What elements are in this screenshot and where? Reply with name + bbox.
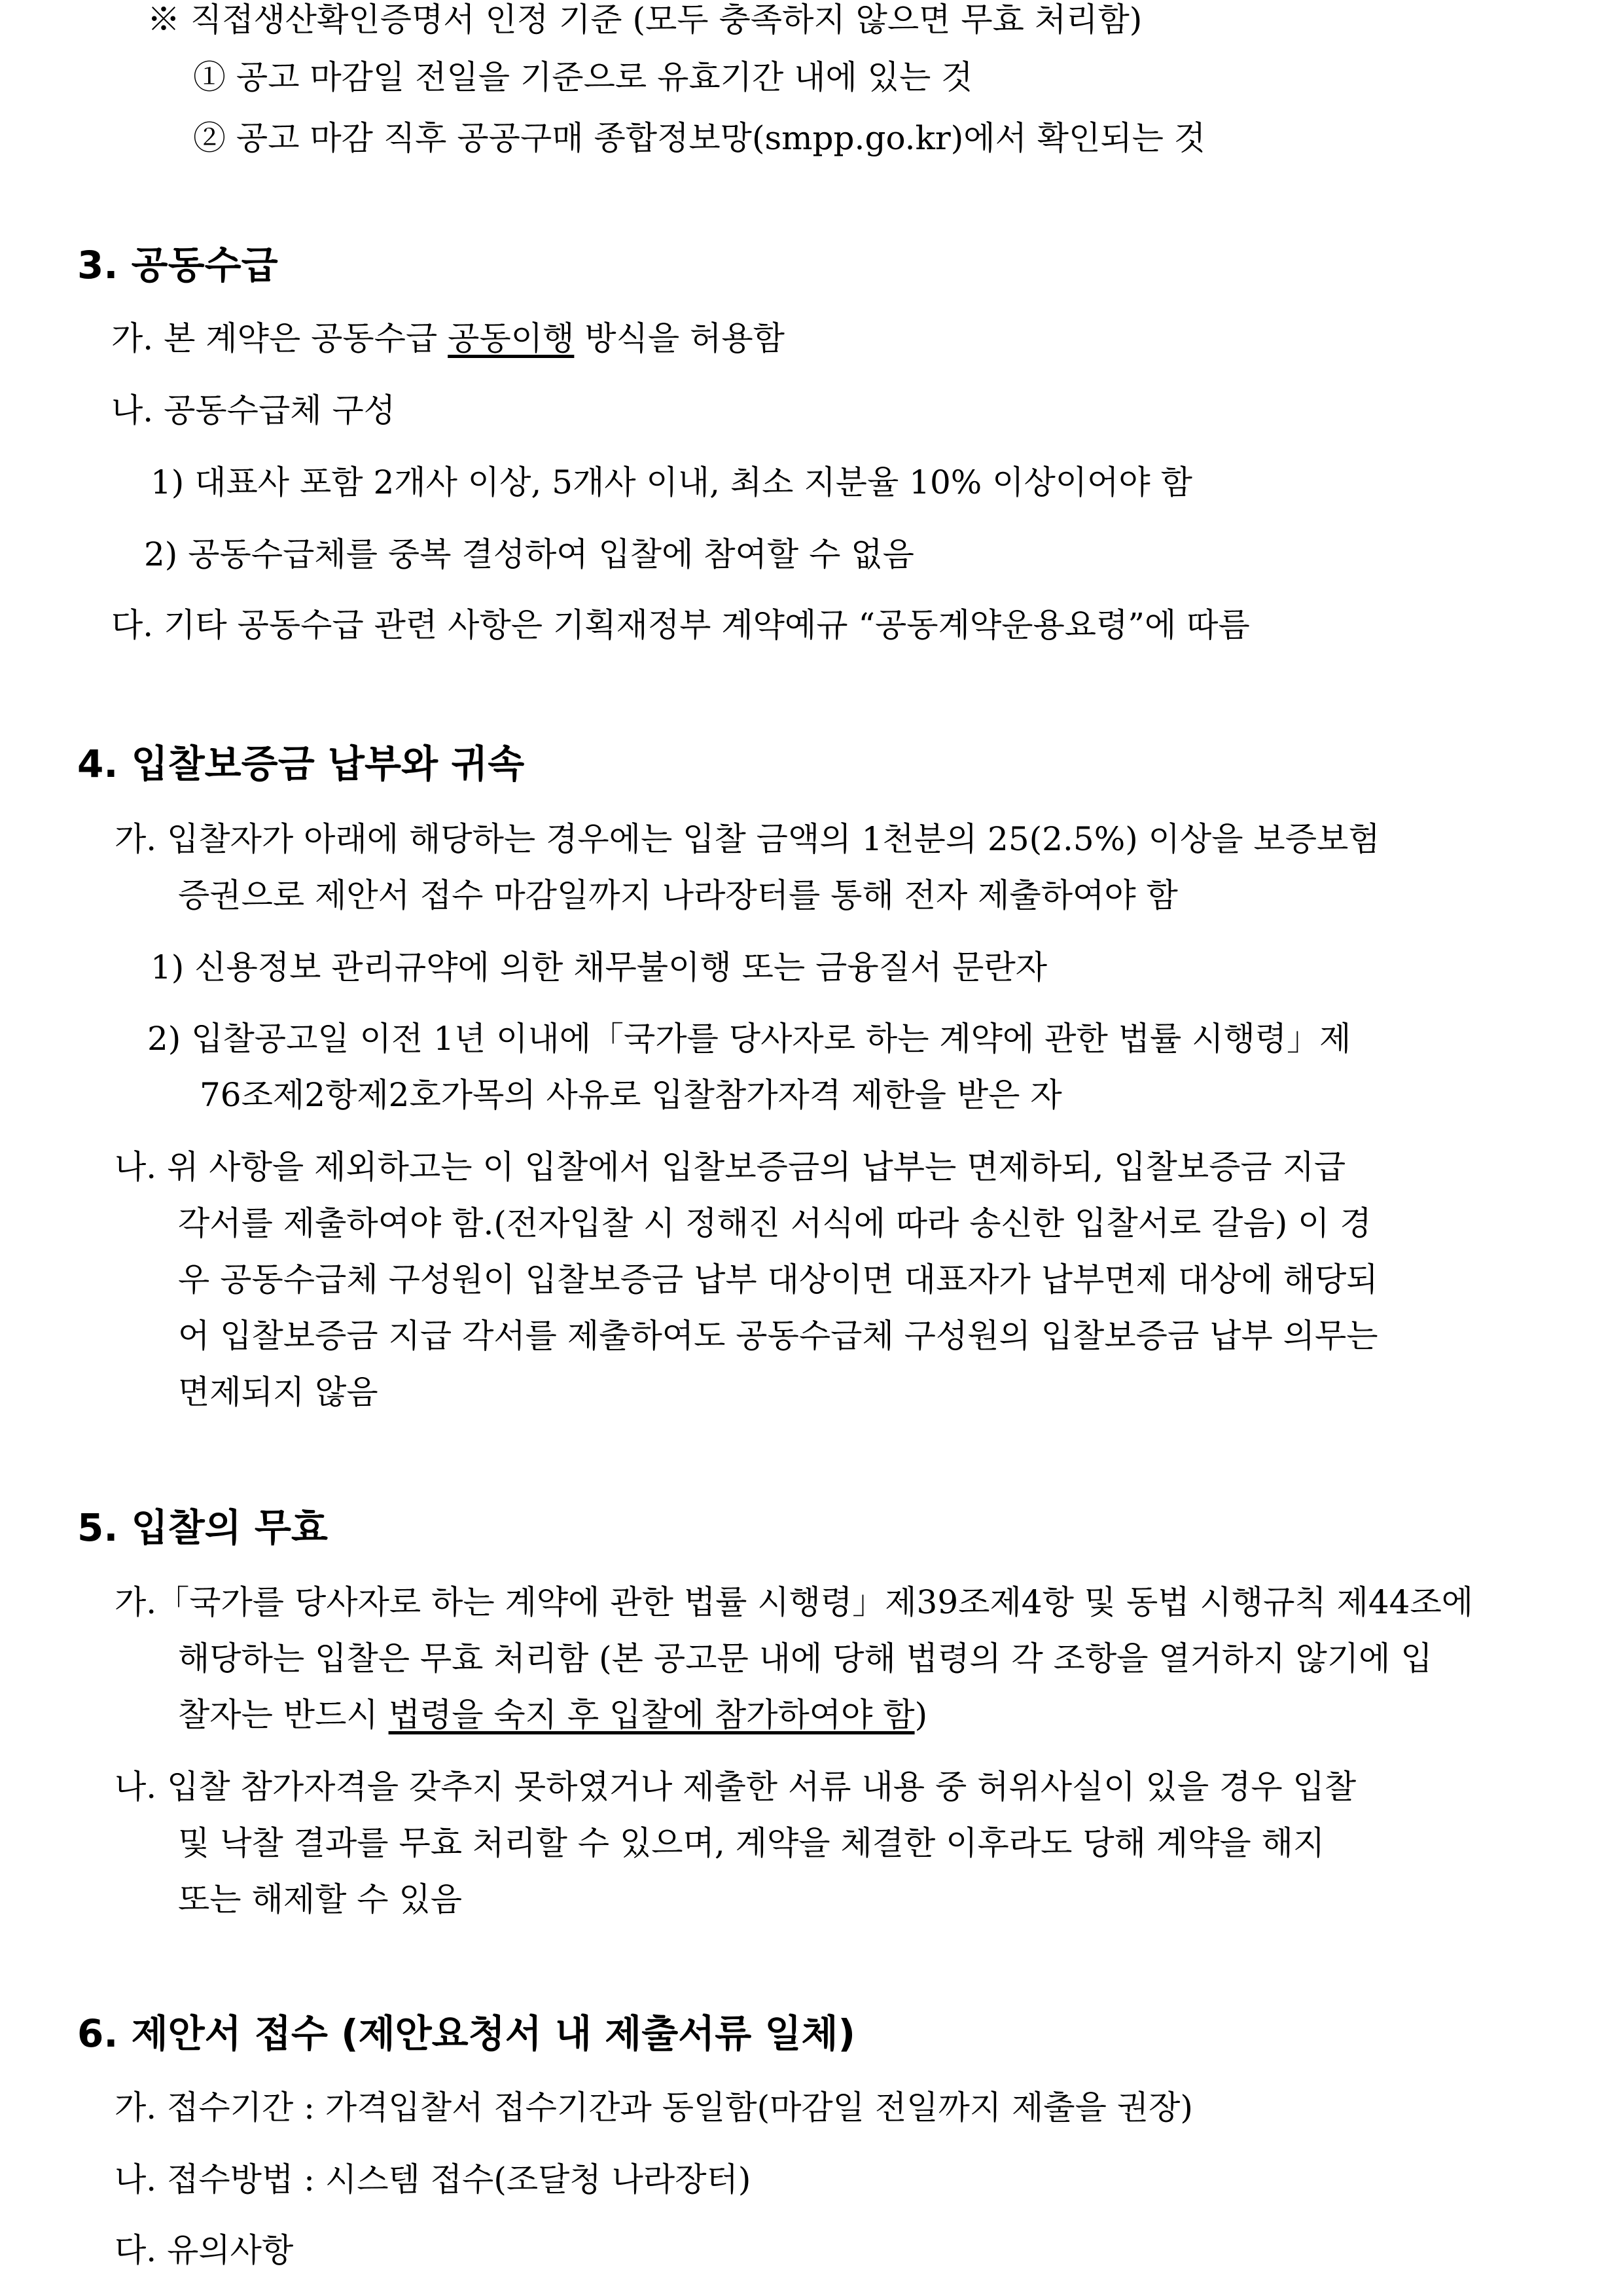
section-4-item-ga-line-2: 증권으로 제안서 접수 마감일까지 나라장터를 통해 전자 제출하여야 함 (178, 876, 1178, 914)
section-5-item-na-line-1: 나. 입찰 참가자격을 갖추지 못하였거나 제출한 서류 내용 중 허위사실이 있을 경우 입찰 (115, 1768, 1357, 1806)
section-4-item-na-line-1: 나. 위 사항을 제외하고는 이 입찰에서 입찰보증금의 납부는 면제하되, 입찰보증금 지급 (115, 1148, 1346, 1186)
section-4-item-ga-1: 1) 신용정보 관리규약에 의한 채무불이행 또는 금융질서 문란자 (151, 948, 1048, 986)
section-3-item-ga: 가. 본 계약은 공동수급 공동이행 방식을 허용함 (111, 319, 785, 357)
section-5-item-na-line-2: 및 낙찰 결과를 무효 처리할 수 있으며, 계약을 체결한 이후라도 당해 계약을 해지 (178, 1824, 1325, 1862)
section-4-item-ga-2-line-1: 2) 입찰공고일 이전 1년 이내에「국가를 당사자로 하는 계약에 관한 법률 시행령」제 (147, 1020, 1351, 1058)
production-cert-criterion-1: ① 공고 마감일 전일을 기준으로 유효기간 내에 있는 것 (193, 58, 973, 96)
production-cert-criterion-2: ② 공고 마감 직후 공공구매 종합정보망(smpp.go.kr)에서 확인되는 것 (193, 119, 1206, 157)
section-3-item-na-2: 2) 공동수급체를 중복 결성하여 입찰에 참여할 수 없음 (144, 535, 914, 573)
section-4-item-na-line-3: 우 공동수급체 구성원이 입찰보증금 납부 대상이면 대표자가 납부면제 대상에 해당되 (178, 1261, 1378, 1299)
section-6-heading: 6. 제안서 접수 (제안요청서 내 제출서류 일체) (77, 2011, 856, 2056)
section-3-item-na: 나. 공동수급체 구성 (111, 391, 396, 429)
joint-performance-underlined: 공동이행 (448, 319, 575, 357)
section-3-heading: 3. 공동수급 (77, 243, 278, 287)
section-5-heading: 5. 입찰의 무효 (77, 1505, 328, 1550)
section-6-item-ga: 가. 접수기간 : 가격입찰서 접수기간과 동일함(마감일 전일까지 제출을 권장) (115, 2089, 1193, 2126)
section-3-item-na-1: 1) 대표사 포함 2개사 이상, 5개사 이내, 최소 지분율 10% 이상이어야 함 (151, 463, 1192, 501)
section-4-item-ga-2-line-2: 76조제2항제2호가목의 사유로 입찰참가자격 제한을 받은 자 (200, 1076, 1062, 1114)
section-5-item-na-line-3: 또는 해제할 수 있음 (178, 1880, 463, 1918)
section-3-item-da: 다. 기타 공동수급 관련 사항은 기획재정부 계약예규 “공동계약운용요령”에 따름 (111, 606, 1250, 644)
section-6-item-na: 나. 접수방법 : 시스템 접수(조달청 나라장터) (115, 2161, 751, 2198)
section-4-heading: 4. 입찰보증금 납부와 귀속 (77, 742, 525, 786)
production-cert-note: ※ 직접생산확인증명서 인정 기준 (모두 충족하지 않으면 무효 처리함) (147, 1, 1143, 39)
section-4-item-ga-line-1: 가. 입찰자가 아래에 해당하는 경우에는 입찰 금액의 1천분의 25(2.5%) 이상을 보증보험 (115, 820, 1380, 858)
section-5-item-ga-line-3: 찰자는 반드시 법령을 숙지 후 입찰에 참가하여야 함) (178, 1696, 928, 1734)
section-5-item-ga-line-2: 해당하는 입찰은 무효 처리함 (본 공고문 내에 당해 법령의 각 조항을 열거하지 않기에 입 (178, 1640, 1433, 1677)
law-notice-underlined: 법령을 숙지 후 입찰에 참가하여야 함 (388, 1696, 915, 1734)
section-5-item-ga-line-1: 가.「국가를 당사자로 하는 계약에 관한 법률 시행령」제39조제4항 및 동법 시행규칙 제44조에 (115, 1583, 1474, 1621)
section-4-item-na-line-2: 각서를 제출하여야 함.(전자입찰 시 정해진 서식에 따라 송신한 입찰서로 갈음) 이 경 (178, 1204, 1372, 1242)
section-4-item-na-line-5: 면제되지 않음 (178, 1373, 378, 1411)
section-4-item-na-line-4: 어 입찰보증금 지급 각서를 제출하여도 공동수급체 구성원의 입찰보증금 납부 의무는 (178, 1317, 1378, 1355)
section-6-item-da: 다. 유의사항 (115, 2231, 294, 2269)
